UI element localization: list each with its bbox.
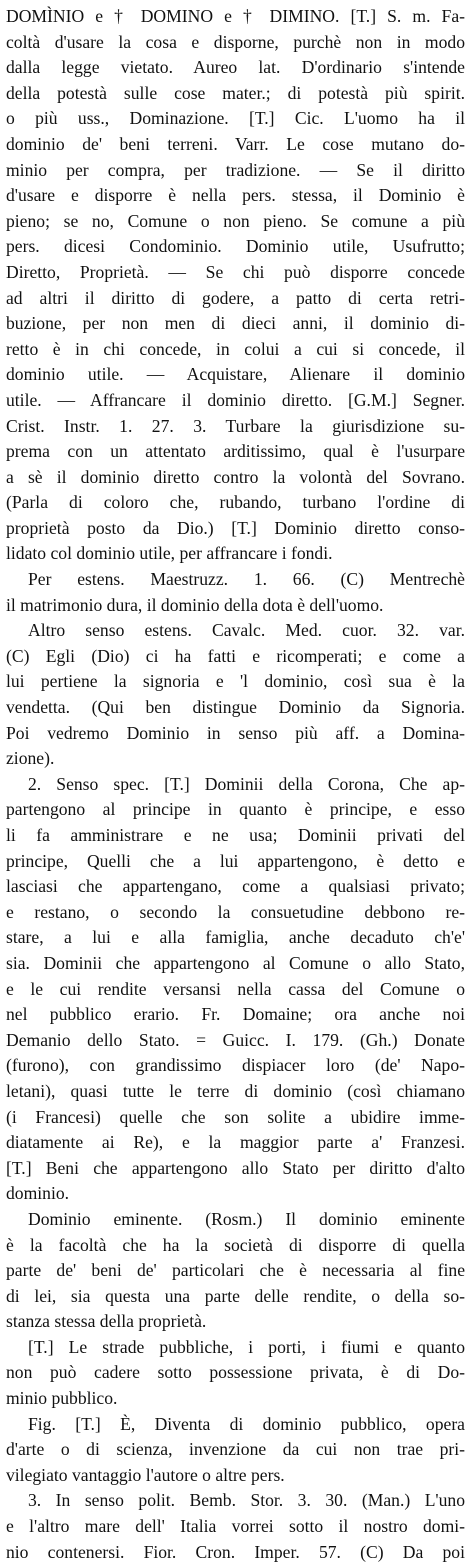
entry-line: partengono al principe in quanto è principe, e esso	[6, 799, 465, 820]
entry-line: pers. dicesi Condominio. Dominio utile, Usufrutto;	[6, 236, 465, 257]
entry-line: utile. — Affrancare il dominio diretto. [G.M.] Segner.	[6, 389, 465, 410]
entry-line: di lei, sia questa una parte delle rendite, o della so-	[6, 1285, 465, 1306]
entry-line: 3. In senso polit. Bemb. Stor. 3. 30. (Man.) L'uno	[28, 1490, 465, 1511]
entry-line: proprietà posto da Dio.) [T.] Dominio diretto conso-	[6, 517, 465, 538]
entry-line: dominio de' beni terreni. Varr. Le cose mutano do-	[6, 133, 465, 154]
entry-line: d'arte o di scienza, invenzione da cui non trae pri-	[6, 1439, 465, 1460]
entry-line: zione).	[6, 748, 55, 769]
entry-line: stanza stessa della proprietà.	[6, 1311, 207, 1332]
entry-line: lasciasi che appartengano, come a qualsiasi privato;	[6, 876, 465, 897]
entry-line: Per estens. Maestruzz. 1. 66. (C) Mentrechè	[28, 569, 465, 590]
entry-line: sia. Dominii che appartengono al Comune o allo Stato,	[6, 952, 465, 973]
entry-line: il matrimonio dura, il dominio della dota è dell'uomo.	[6, 594, 384, 615]
entry-line: lui pertiene la signoria e 'l dominio, così sua è la	[6, 671, 465, 692]
entry-line: minio per compra, per tradizione. — Se il diritto	[6, 159, 465, 180]
entry-line: Altro senso estens. Cavalc. Med. cuor. 32. var.	[28, 620, 465, 641]
entry-line: ad altri il diritto di godere, a patto di certa retri-	[6, 287, 465, 308]
entry-line: DOMÌNIO e † DOMINO e † DIMINO. [T.] S. m. Fa-	[6, 6, 465, 26]
entry-line: diatamente ai Re), e la maggior parte a' Franzesi.	[6, 1132, 465, 1153]
entry-line: e l'altro mare dell' Italia vorrei sotto il nostro domi-	[6, 1516, 465, 1537]
entry-line: Dominio eminente. (Rosm.) Il dominio eminente	[28, 1208, 465, 1229]
entry-line: nio contenersi. Fior. Cron. Imper. 57. (C) Da poi	[6, 1541, 465, 1562]
entry-line: stare, a lui e alla famiglia, anche decaduto ch'e'	[6, 927, 465, 948]
entry-line: pieno; se no, Comune o non pieno. Se comune a più	[6, 210, 465, 231]
entry-line: prema con un attentato arditissimo, qual è l'usurpare	[6, 441, 465, 462]
entry-line: letani), quasi tutte le terre di dominio (così chiamano	[6, 1080, 465, 1101]
entry-line: dominio.	[6, 1183, 70, 1204]
entry-line: d'usare e disporre è nella pers. stessa, il Dominio è	[6, 185, 465, 206]
entry-line: (C) Egli (Dio) ci ha fatti e ricomperati; e come a	[6, 645, 465, 666]
entry-line: Fig. [T.] È, Diventa di dominio pubblico, opera	[28, 1413, 465, 1434]
entry-line: retto è in chi concede, in colui a cui si concede, il	[6, 338, 465, 359]
entry-line: Demanio dello Stato. = Guicc. I. 179. (Gh.) Donate	[6, 1029, 465, 1050]
entry-line: li fa amministrare e ne usa; Dominii privati del	[6, 825, 465, 845]
entry-line: parte de' beni de' particolari che è necessaria al fine	[6, 1260, 465, 1281]
entry-line: dalla legge vietato. Aureo lat. D'ordinario s'intende	[6, 57, 465, 78]
entry-line: [T.] Le strade pubbliche, i porti, i fiumi e quanto	[28, 1336, 465, 1357]
entry-line: minio pubblico.	[6, 1388, 118, 1409]
entry-line: (i Francesi) quelle che son solite a ubidire imme-	[6, 1106, 465, 1127]
entry-line: nel pubblico erario. Fr. Domaine; ora anche noi	[6, 1004, 465, 1025]
entry-line: (Parla di coloro che, rubando, turbano l'ordine di	[6, 492, 465, 513]
entry-line: e le cui rendite versansi nella cassa del Comune o	[6, 978, 465, 999]
entry-line: vilegiato vantaggio l'autore o altre pers.	[6, 1464, 285, 1485]
entry-line: non può cadere sotto possessione privata, è di Do-	[6, 1362, 465, 1383]
entry-line: lidato col dominio utile, per affrancare i fondi.	[6, 543, 333, 564]
entry-line: a sè il dominio diretto contro la volontà del Sovrano.	[6, 466, 465, 487]
entry-line: è la facoltà che ha la società di disporre di quella	[6, 1234, 465, 1255]
entry-line: dominio utile. — Acquistare, Alienare il dominio	[6, 364, 465, 385]
entry-line: Diretto, Proprietà. — Se chi può disporre concede	[6, 261, 465, 282]
entry-line: (furono), con grandissimo dispiacer loro (de' Napo-	[6, 1055, 465, 1076]
entry-line: [T.] Beni che appartengono allo Stato per diritto d'alto	[6, 1157, 465, 1178]
entry-line: o più uss., Dominazione. [T.] Cic. L'uomo ha il	[6, 108, 465, 129]
entry-line: 2. Senso spec. [T.] Dominii della Corona, Che ap-	[28, 773, 465, 794]
entry-line: buzione, per non men di dieci anni, il dominio di-	[6, 313, 465, 334]
entry-line: e restano, o secondo la consuetudine debbono re-	[6, 901, 465, 922]
entry-line: vendetta. (Qui ben distingue Dominio da Signoria.	[6, 697, 465, 718]
entry-line: della potestà sulle cose mater.; di potestà più spirit.	[6, 82, 465, 103]
entry-line: Crist. Instr. 1. 27. 3. Turbare la giurisdizione su-	[6, 415, 465, 436]
entry-line: Poi vedremo Dominio in senso più aff. a Domina-	[6, 722, 465, 743]
entry-line: principe, Quelli che a lui appartengono, è detto e	[6, 850, 465, 871]
entry-line: coltà d'usare la cosa e disporne, purchè non in modo	[6, 31, 465, 52]
